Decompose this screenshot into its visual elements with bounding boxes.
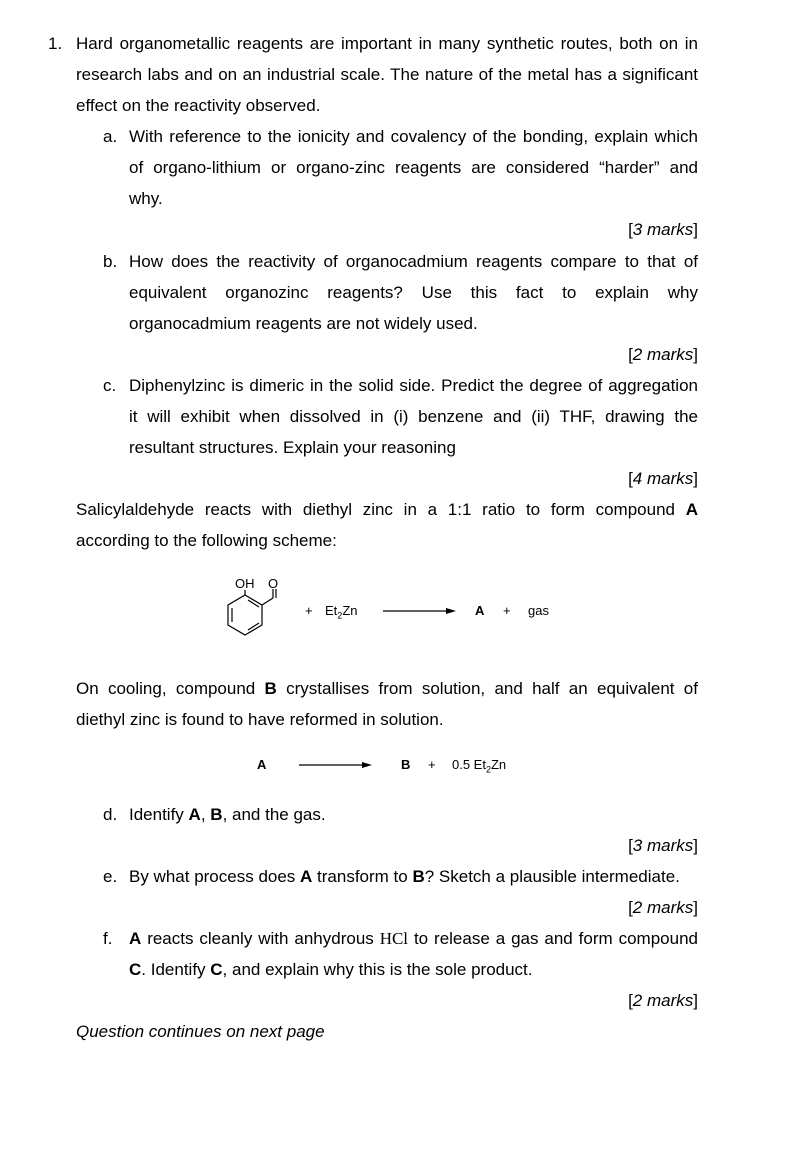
part-a-line-2: of organo-lithium or organo-zinc reagents are considered “harder” and bbox=[129, 158, 698, 177]
part-d-marks: [3 marks] bbox=[628, 836, 698, 855]
part-c-line-3: resultant structures. Explain your reasoning bbox=[129, 438, 456, 457]
part-b-line-1: How does the reactivity of organocadmium reagents compare to that of bbox=[129, 252, 698, 271]
o-label: O bbox=[268, 576, 279, 591]
intro-line-2: research labs and on an industrial scale. The nature of the metal has a significant bbox=[76, 65, 698, 84]
part-f-line-2: C. Identify C, and explain why this is the sole product. bbox=[129, 960, 533, 979]
part-f-marks: [2 marks] bbox=[628, 991, 698, 1010]
part-c-line-2: it will exhibit when dissolved in (i) benzene and (ii) THF, drawing the bbox=[129, 407, 698, 426]
product-a: A bbox=[475, 603, 485, 618]
part-e-text: By what process does A transform to B? Sketch a plausible intermediate. bbox=[129, 867, 680, 886]
arrow-head-2 bbox=[362, 762, 372, 768]
reactant-a: A bbox=[257, 757, 267, 772]
part-d-label: d. bbox=[103, 805, 118, 824]
salicyl-line-1: Salicylaldehyde reacts with diethyl zinc in a 1:1 ratio to form compound A bbox=[76, 500, 698, 519]
half-equivalent-diethylzinc: 0.5 $Et_2Zn$ bbox=[452, 757, 507, 775]
part-b-marks: [2 marks] bbox=[628, 345, 698, 364]
product-b: B bbox=[401, 757, 411, 772]
part-e-label: e. bbox=[103, 867, 118, 886]
part-b-line-3: organocadmium reagents are not widely used. bbox=[129, 314, 478, 333]
cooling-line-1: On cooling, compound B crystallises from solution, and half an equivalent of bbox=[76, 679, 698, 698]
arrow-head-1 bbox=[446, 608, 456, 614]
question-number: 1. bbox=[48, 34, 63, 53]
part-a-line-1: With reference to the ionicity and covalency of the bonding, explain which bbox=[129, 127, 698, 146]
part-a-line-3: why. bbox=[129, 189, 163, 208]
part-c-marks: [4 marks] bbox=[628, 469, 698, 488]
gas-product: gas bbox=[528, 603, 549, 618]
part-c-label: c. bbox=[103, 376, 117, 395]
intro-line-1: Hard organometallic reagents are important in many synthetic routes, both on in bbox=[76, 34, 698, 53]
part-d-text: Identify A, B, and the gas. bbox=[129, 805, 326, 824]
part-b-line-2: equivalent organozinc reagents? Use this fact to explain why bbox=[129, 283, 698, 302]
part-f-label: f. bbox=[103, 929, 113, 948]
part-e-marks: [2 marks] bbox=[628, 898, 698, 917]
part-c-line-1: Diphenylzinc is dimeric in the solid side. Predict the degree of aggregation bbox=[129, 376, 698, 395]
scheme1-plus-1: + bbox=[305, 603, 313, 618]
diethylzinc-reagent: $Et_2Zn$ bbox=[325, 603, 358, 621]
part-a-marks: [3 marks] bbox=[628, 220, 698, 239]
intro-line-3: effect on the reactivity observed. bbox=[76, 96, 321, 115]
continues-note: Question continues on next page bbox=[76, 1022, 325, 1041]
part-b-label: b. bbox=[103, 252, 118, 271]
scheme1-plus-2: + bbox=[503, 603, 511, 618]
salicyl-line-2: according to the following scheme: bbox=[76, 531, 337, 550]
part-f-line-1: A reacts cleanly with anhydrous HCl to release a gas and form compound bbox=[129, 929, 698, 948]
scheme2-plus: + bbox=[428, 757, 436, 772]
cooling-line-2: diethyl zinc is found to have reformed in solution. bbox=[76, 710, 444, 729]
oh-label: OH bbox=[235, 576, 255, 591]
part-a-label: a. bbox=[103, 127, 118, 146]
